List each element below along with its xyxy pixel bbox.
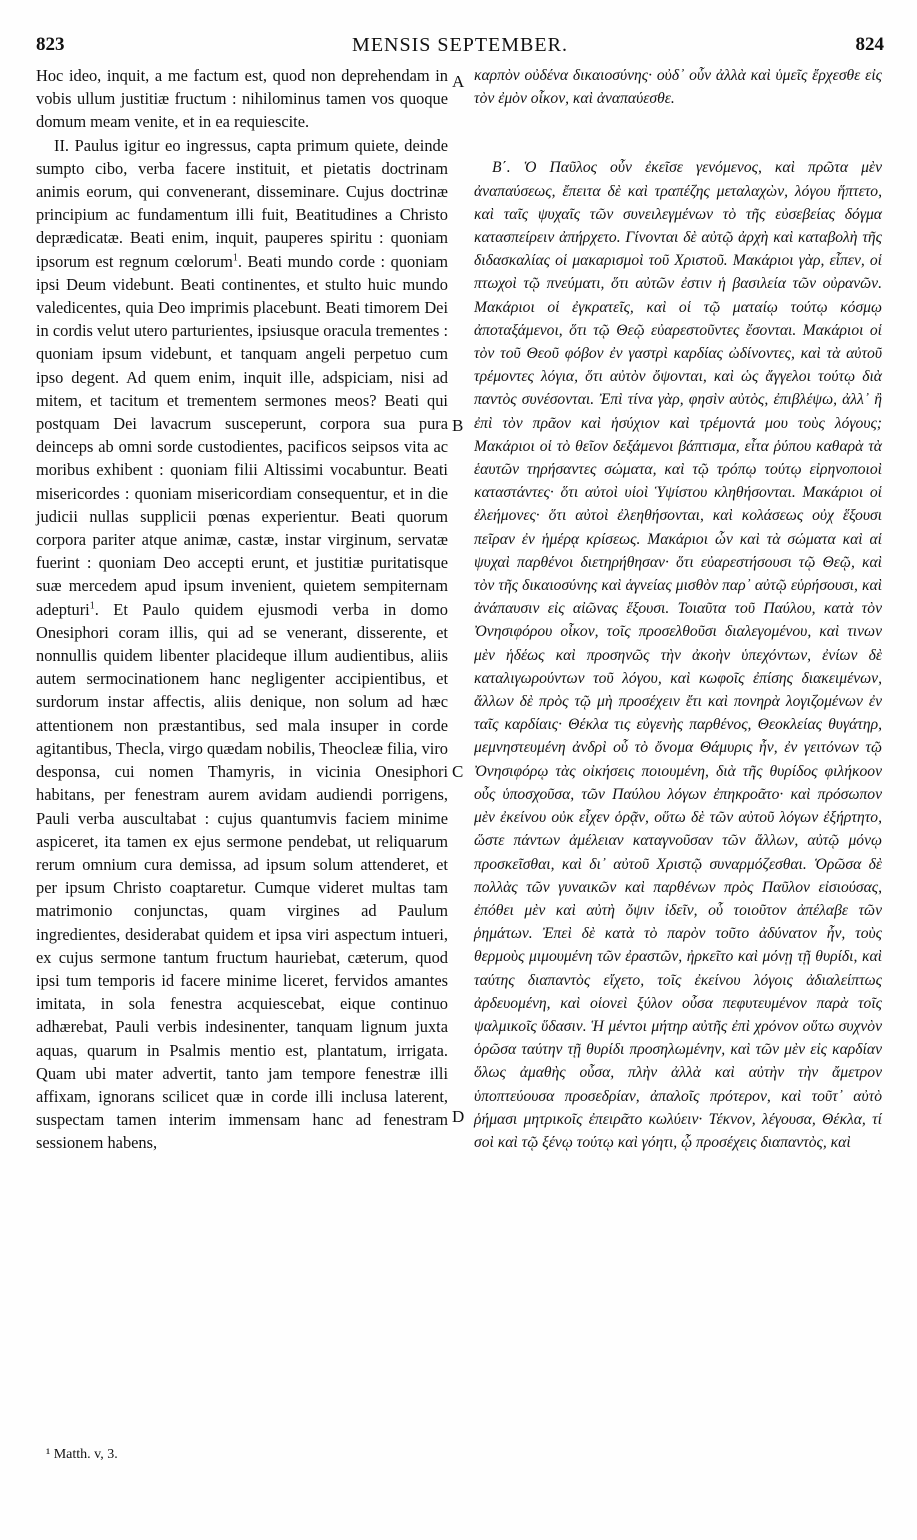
margin-marker-d: D	[452, 1107, 465, 1126]
page-number-right: 824	[855, 34, 884, 55]
latin-paragraph-2	[36, 134, 448, 1155]
footnote-reference: 1	[232, 252, 238, 264]
greek-paragraph-1: καρπὸν οὐδένα δικαιοσύνης· οὐδ᾽ οὖν ἀλλὰ καὶ ὑμεῖς ἔρχεσθε εἰς τὸν ἐμὸν οἶκον, καὶ ἀναπαύεσθε.	[474, 67, 882, 108]
page-number-left: 823	[36, 34, 65, 55]
latin-column	[36, 64, 448, 1155]
running-title: MENSIS SEPTEMBER.	[352, 34, 568, 56]
margin-marker-c: C	[452, 762, 464, 781]
latin-text-2b: . Beati mundo corde : quoniam ipsi Deum videbunt. Beati continentes, et stulto huic mundo valedicentes, quia Deo imprimis placebunt. Beati timorem Dei in cordis velut utero parturientes, ipsiusque oracula trementes : quoniam ipsum videbunt, et tanquam angeli perpetuo cum ipso degent. Ad quem enim, inquit ille, adspiciam, nisi ad mitem, et tacitum et trementem sermones meos? Beati qui postquam Dei lavacrum susceperunt, corpora sua pura deinceps ab omni sorde custodientes, pacificos seipsos vita ac moribus exhibent : quoniam filii Altissimi vocabuntur. Beati misericordes : quoniam misericordiam consequentur, et in die judicii nullas supplicii pœnas experientur. Beati quorum corpora pariter atque animæ, castæ, instar virginum, servatæ fuerint : quoniam Deo accepti erunt, et justitiæ puritatisque suæ mercedem apud ipsum invenient, quietem sempiternam adepturi	[36, 251, 448, 619]
margin-marker-b: B	[452, 416, 464, 435]
footnote-reference: 1	[89, 600, 95, 612]
greek-column	[474, 64, 882, 1154]
page-header	[36, 34, 884, 64]
latin-paragraph-1: Hoc ideo, inquit, a me factum est, quod non deprehendam in vobis ullum justitiæ fructum : nihilominus tamen vos quoque domum meam venite, et in ea requiescite.	[36, 66, 448, 132]
greek-paragraph-2: Β΄. Ὁ Παῦλος οὖν ἐκεῖσε γενόμενος, καὶ πρῶτα μὲν ἀναπαύσεως, ἔπειτα δὲ καὶ τραπέζης μεταλαχὼν, λόγου ἥπτετο, καὶ ταῖς ψυχαῖς τῶν συνειλεγμένων τὸ τῆς εὐσεβείας δόγμα κατασπείρειν ἀπήρχετο. Γίνονται δὲ αὐτῷ ἀρχὴ καὶ καταβολὴ τῆς διδασκαλίας οἱ μακαρισμοὶ τοῦ Χριστοῦ. Μακάριοι γὰρ, εἶπεν, οἱ πτωχοὶ τῷ πνεύματι, ὅτι αὐτῶν ἐστιν ἡ βασιλεία τῶν οὐρανῶν. Μακάριοι οἱ ἐγκρατεῖς, καὶ οἱ τῷ ματαίῳ τούτῳ κόσμῳ ἀποταξάμενοι, ὅτι τῷ Θεῷ εὐαρεστοῦντες ἔσονται. Μακάριοι οἱ τὸν τοῦ Θεοῦ φόβον ἐν γαστρὶ καρδίας ὠδίνοντες, καὶ τὰ αὐτοῦ τρέμοντες λόγια, ὅτι αὐτὸν ὄψονται, καὶ ὡς ἄγγελοι τούτῳ διὰ παντὸς συνέσονται. Ἐπὶ τίνα γὰρ, φησὶν αὐτὸς, ἐπιβλέψω, ἀλλ᾽ ἢ ἐπὶ τὸν πρᾶον καὶ ἡσύχιον καὶ τρέμοντά μου τοὺς λόγους; Μακάριοι οἱ τὸ θεῖον δεξάμενοι βάπτισμα, εἶτα ῥύπου καθαρὰ τὰ ἑαυτῶν τηρήσαντες σώματα, καὶ τῷ τρόπῳ τούτῳ εἰρηνοποιοὶ καταστάντες· ὅτι αὐτοὶ υἱοὶ Ὑψίστου κληθήσονται. Μακάριοι οἱ ἐλεήμονες· ὅτι αὐτοὶ ἐλεηθήσονται, καὶ κολάσεως οὐχ ἕξουσι πεῖραν ἐν ἡμέρᾳ κρίσεως. Μακάριοι ὧν καὶ τὰ σώματα καὶ αἱ ψυχαὶ παρθένοι διετηρήθησαν· ὅτι εὐαρεστήσουσι τῷ Θεῷ, καὶ τὸν τῆς δικαιοσύνης καὶ ἁγνείας μισθὸν παρ᾽ αὐτῷ εὑρήσουσι, καὶ ἀνάπαυσιν εἰς αἰῶνας ἕξουσι. Τοιαῦτα τοῦ Παύλου, κατὰ τὸν Ὀνησιφόρου οἶκον, τοῖς προσελθοῦσι διαλεγομένου, καὶ τινων μὲν ἡδέως καὶ προσηνῶς τὴν ἀκοὴν ὑπεχόντων, ἐνίων δὲ καταλιγωρούντων τοῦ λόγου, καὶ κωφοῖς ἐπίσης διακειμένων, ἄλλων δὲ πρὸς τῷ μὴ προσέχειν ἔτι καὶ πονηρὰ λογιζομένων ἐν ταῖς καρδίαις· Θέκλα τις εὐγενὴς παρθένος, Θεοκλείας θυγάτηρ, μεμνηστευμένη ἀνδρὶ οὗ τὸ ὄνομα Θάμυρις ἦν, ἐν γειτόνων τῷ Ὀνησιφόρῳ τὰς οἰκήσεις ποιουμένη, διὰ τῆς θυρίδος φιλήκοον οὖς ὑποσχοῦσα, τῶν Παύλου λόγων ἐπηκροᾶτο· καὶ πρόσωπον μὲν ἐκείνου οὐκ εἶχεν ὁρᾷν, οὕτω δὲ τῶν αὐτοῦ λόγων ἐξήρτητο, ὥστε πάντων ἀμέλειαν καταγνοῦσαν τῶν ἄλλων, αὐτῷ μόνῳ προσκεῖσθαι, καὶ δι᾽ αὐτοῦ Χριστῷ συναρμόζεσθαι. Ὁρῶσα δὲ πολλὰς τῶν γυναικῶν καὶ παρθένων πρὸς Παῦλον εἰσιούσας, ἐπόθει μὲν καὶ αὐτὴ ὄψιν ἰδεῖν, οὗ τοιοῦτον ἀπέλαβε τῶν ῥημάτων. Ἐπεὶ δὲ κατὰ τὸ παρὸν τοῦτο ἀδύνατον ἦν, τοὺς θερμοὺς μιμουμένη τῶν ἐραστῶν, ἠρκεῖτο καὶ μόνῃ τῇ θυρίδι, καὶ ταύτης διαπαντὸς εἴχετο, τοῖς ἐκείνου λόγοις ἀδιαλείπτως ἀρδευομένη, καὶ οἱονεὶ ξύλον οὖσα πεφυτευμένον παρὰ τοῖς ψαλμικοῖς ὕδασιν. Ἡ μέντοι μήτηρ αὐτῆς ἐπὶ χρόνον οὕτω συχνὸν ὁρῶσα ταύτην τῇ θυρίδι προσηλωμένην, καὶ τῶν μὲν εἰς καρδίαν ὅλως ἀμαθὴς οὖσα, πλὴν ἀλλὰ καὶ αὐτὴν τὴν ἄμετρον ὑποπτεύουσα προσεδρίαν, ἀπαλοῖς πρότερον, καὶ τοῦτ᾽ αὐτὸ ῥήμασι μητρικοῖς ἐπειρᾶτο κωλύειν· Τέκνον, λέγουσα, Θέκλα, τί σοὶ καὶ τῷ ξένῳ τούτῳ καὶ γόητι, ᾧ προσέχεις διαπαντὸς, καὶ	[474, 159, 882, 1151]
latin-text-2c: . Et Paulo quidem ejusmodi verba in domo Onesiphori coram illis, qui ad se venerant, disserente, et nonnullis quidem libenter placideque illum audientibus, aliis autem sermocinationem hanc negligenter accipientibus, et surdorum instar affectis, aliis denique, non solum ad hæc attentionem non præstantibus, sed mala insuper in corde agitantibus, Thecla, virgo quædam nobilis, Theocleæ filia, viro desponsa, cui nomen Thamyris, in vicinia Onesiphori habitans, per fenestram aurem avidam audiendi porrigens, Pauli verba auscultabat : cujus quantumvis faciem minime aspiceret, ita tamen ex ejus sermone pendebat, ut reliquarum rerum omnium cura demissa, ad ipsum solum attenderet, et per ipsum Christo coaptaretur. Cumque videret multas tam matrimonio conjunctas, quam virgines ad Paulum ingredientes, desiderabat quidem et ipsa viri aspectum intueri, ex cujus sermone tantum fructum hauriebat, cæterum, quod ipsi tum temporis id facere minime liceret, fervidos amantes imitata, in sola fenestra acquiescebat, eique continuo adhærebat, Pauli verbis indesinenter, tanquam lignum juxta aquas, quarum in Psalmis mentio est, plantatum, irrigata. Quam ubi mater advertit, tanto jam tempore fenestræ illi affixam, ignorans scilicet quæ in corde illi inclusa laterent, suspectam tamen interim immensam hanc ad fenestram sessionem habens,	[36, 599, 448, 1153]
margin-marker-a: A	[452, 72, 465, 91]
footnote: ¹ Matth. v, 3.	[46, 1447, 118, 1462]
latin-text-2a: II. Paulus igitur eo ingressus, capta primum quiete, deinde sumpto cibo, verba facere instituit, et pietatis doctrinam animis eorum, qui convenerant, disseminare. Cujus doctrinæ principium ac fundamentum illi fuit, Beatitudines a Christo deprædicatæ. Beati enim, inquit, pauperes spiritu : quoniam ipsorum est regnum cœlorum	[36, 135, 448, 271]
paragraph-gap	[474, 110, 882, 156]
